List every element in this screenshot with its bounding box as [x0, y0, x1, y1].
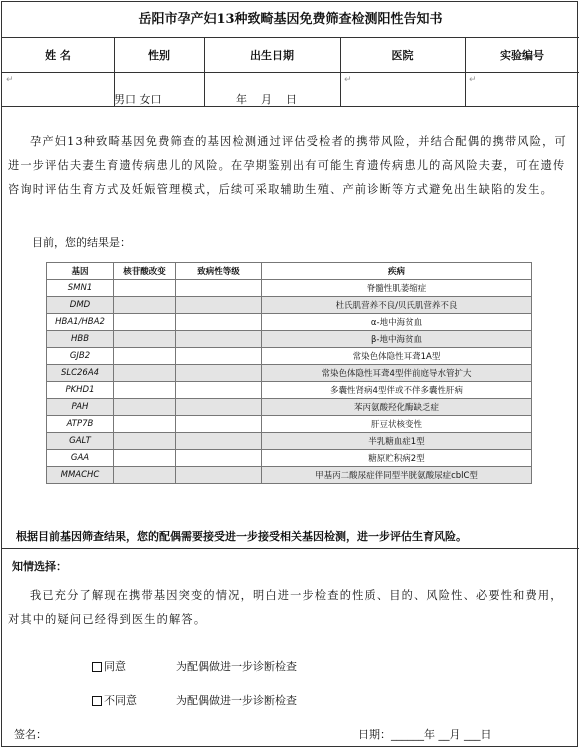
table-row — [47, 348, 532, 365]
nucleotide-change-cell[interactable] — [114, 399, 176, 416]
table-row — [47, 416, 532, 433]
gene-cell: HBA1/HBA2 — [47, 314, 114, 331]
pathogenicity-cell[interactable] — [176, 314, 262, 331]
paragraph-mark: ↵ — [344, 75, 352, 85]
disease-cell: 杜氏肌营养不良/贝氏肌营养不良 — [262, 297, 532, 314]
table-row — [47, 433, 532, 450]
column-divider — [340, 38, 341, 107]
nucleotide-change-cell[interactable] — [114, 365, 176, 382]
disease-cell: β-地中海贫血 — [262, 331, 532, 348]
table-header-cell: 疾病 — [262, 263, 532, 280]
table-header-cell: 致病性等级 — [176, 263, 262, 280]
nucleotide-change-cell[interactable] — [114, 348, 176, 365]
disagree-action-text: 为配偶做进一步诊断检查 — [176, 694, 297, 707]
nucleotide-change-cell[interactable] — [114, 297, 176, 314]
gene-cell: HBB — [47, 331, 114, 348]
document-title: 岳阳市孕产妇13种致畸基因免费筛查检测阳性告知书 — [2, 2, 579, 38]
name-value-cell[interactable] — [2, 73, 114, 107]
date-field[interactable]: 日期：______年 __月 ___日 — [358, 728, 492, 741]
table-row — [47, 399, 532, 416]
results-table — [46, 262, 532, 484]
nucleotide-change-cell[interactable] — [114, 331, 176, 348]
disease-cell: 苯丙氨酸羟化酶缺乏症 — [262, 399, 532, 416]
conclusion-text: 根据目前基因筛查结果，您的配偶需要接受进一步接受相关基因检测，进一步评估生育风险。 — [16, 530, 467, 543]
gene-cell: MMACHC — [47, 467, 114, 484]
pathogenicity-cell[interactable] — [176, 450, 262, 467]
nucleotide-change-cell[interactable] — [114, 433, 176, 450]
column-divider — [204, 38, 205, 107]
disease-cell: 脊髓性肌萎缩症 — [262, 280, 532, 297]
disagree-checkbox[interactable] — [92, 696, 102, 706]
intro-paragraph: 孕产妇13种致畸基因免费筛查的基因检测通过评估受检者的携带风险，并结合配偶的携带风险，可进一步评估夫妻生育遗传病患儿的风险。在孕期鉴别出有可能生育遗传病患儿的高风险夫妻，可在遗传咨询时评估生育方式及妊娠管理模式，后续可采取辅助生殖、产前诊断等方式避免出生缺陷的发生。 — [8, 135, 567, 196]
paragraph-mark: ↵ — [469, 75, 477, 85]
consent-form — [1, 1, 578, 747]
disagree-option[interactable] — [92, 692, 137, 708]
column-divider — [114, 38, 115, 107]
lab-number-header: 实验编号 — [465, 38, 579, 73]
hospital-header: 医院 — [340, 38, 465, 73]
disease-cell: 常染色体隐性耳聋4型伴前庭导水管扩大 — [262, 365, 532, 382]
pathogenicity-cell[interactable] — [176, 348, 262, 365]
agree-checkbox[interactable] — [92, 662, 102, 672]
consent-label: 知情选择： — [12, 560, 67, 573]
gene-cell: GJB2 — [47, 348, 114, 365]
pathogenicity-cell[interactable] — [176, 365, 262, 382]
gene-cell: SMN1 — [47, 280, 114, 297]
pathogenicity-cell[interactable] — [176, 280, 262, 297]
gender-header: 性别 — [114, 38, 204, 73]
pathogenicity-cell[interactable] — [176, 331, 262, 348]
column-divider — [465, 38, 466, 107]
nucleotide-change-cell[interactable] — [114, 450, 176, 467]
birthdate-value-cell[interactable] — [204, 73, 340, 107]
table-row — [47, 382, 532, 399]
pathogenicity-cell[interactable] — [176, 399, 262, 416]
disease-cell: 肝豆状核变性 — [262, 416, 532, 433]
disease-cell: 甲基丙二酸尿症伴同型半胱氨酸尿症cblC型 — [262, 467, 532, 484]
pathogenicity-cell[interactable] — [176, 467, 262, 484]
section-divider — [2, 548, 579, 549]
agree-action-text: 为配偶做进一步诊断检查 — [176, 660, 297, 673]
gene-cell: ATP7B — [47, 416, 114, 433]
nucleotide-change-cell[interactable] — [114, 314, 176, 331]
birthdate-format: 年 月 日 — [236, 93, 297, 106]
gender-value-cell[interactable] — [114, 73, 204, 107]
gene-cell: DMD — [47, 297, 114, 314]
pathogenicity-cell[interactable] — [176, 382, 262, 399]
disease-cell: 糖原贮积病2型 — [262, 450, 532, 467]
lab-number-value-cell[interactable] — [465, 73, 579, 107]
nucleotide-change-cell[interactable] — [114, 467, 176, 484]
table-header-cell: 基因 — [47, 263, 114, 280]
gene-cell: SLC26A4 — [47, 365, 114, 382]
name-header: 姓 名 — [2, 38, 114, 73]
hospital-value-cell[interactable] — [340, 73, 465, 107]
pathogenicity-cell[interactable] — [176, 433, 262, 450]
disease-cell: 常染色体隐性耳聋1A型 — [262, 348, 532, 365]
disease-cell: 多囊性肾病4型伴或不伴多囊性肝病 — [262, 382, 532, 399]
paragraph-mark: ↵ — [6, 75, 14, 85]
table-row — [47, 280, 532, 297]
gene-cell: PAH — [47, 399, 114, 416]
table-row — [47, 365, 532, 382]
gene-cell: GAA — [47, 450, 114, 467]
disagree-label: 不同意 — [104, 694, 137, 707]
nucleotide-change-cell[interactable] — [114, 416, 176, 433]
disease-cell: 半乳糖血症1型 — [262, 433, 532, 450]
gender-options: 男口 女口 — [114, 93, 162, 106]
agree-option[interactable] — [92, 658, 126, 674]
table-header-cell: 核苷酸改变 — [114, 263, 176, 280]
agree-label: 同意 — [104, 660, 126, 673]
table-row — [47, 314, 532, 331]
birthdate-header: 出生日期 — [204, 38, 340, 73]
disease-cell: α-地中海贫血 — [262, 314, 532, 331]
table-row — [47, 450, 532, 467]
table-row — [47, 331, 532, 348]
nucleotide-change-cell[interactable] — [114, 280, 176, 297]
table-row — [47, 467, 532, 484]
consent-statement: 我已充分了解现在携带基因突变的情况，明白进一步检查的性质、目的、风险性、必要性和费用，对其中的疑问已经得到医生的解答。 — [8, 589, 563, 626]
pathogenicity-cell[interactable] — [176, 416, 262, 433]
table-row — [47, 297, 532, 314]
nucleotide-change-cell[interactable] — [114, 382, 176, 399]
gene-cell: GALT — [47, 433, 114, 450]
gene-cell: PKHD1 — [47, 382, 114, 399]
signature-label: 签名： — [14, 728, 47, 741]
result-label: 目前，您的结果是： — [32, 236, 131, 249]
pathogenicity-cell[interactable] — [176, 297, 262, 314]
